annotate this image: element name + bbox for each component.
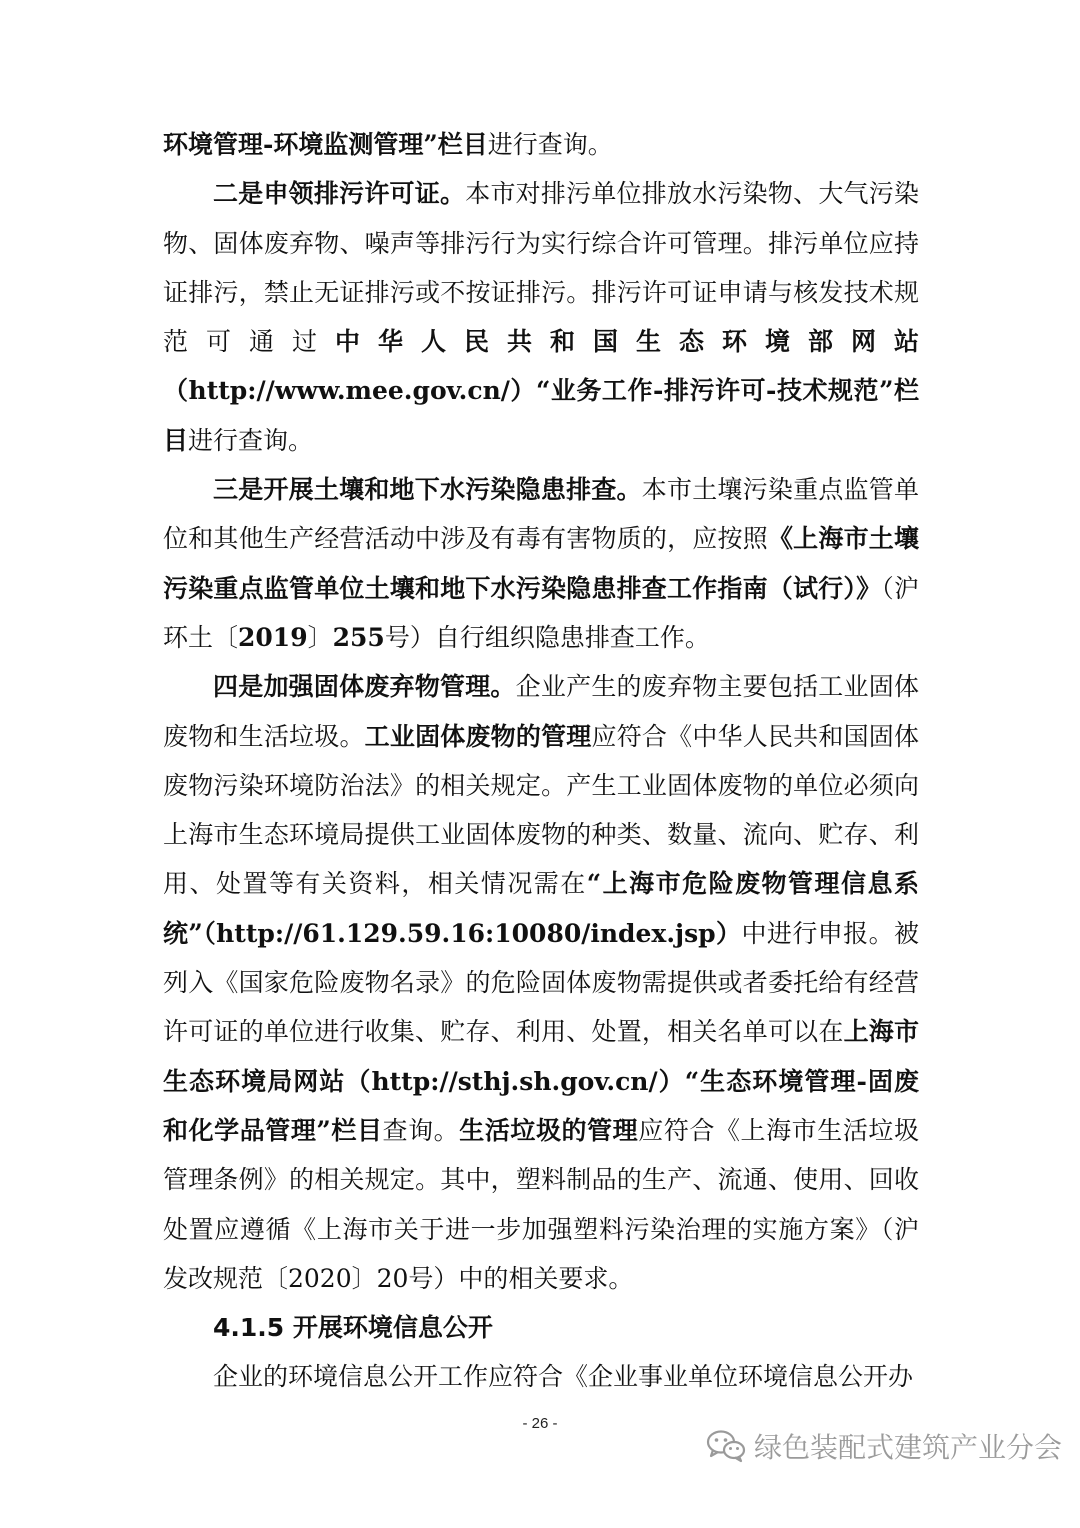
text-run: 本市对排污单位排放水污染物、大气污染物、固体废弃物、噪声等排污行为实行综合许可管理。排污单位应持证排污，禁止无证排污或不按证排污。排污许可证申请与核发技术规范可通过 — [163, 179, 919, 357]
text-run: 〕 — [307, 622, 333, 652]
paragraph-2 — [163, 169, 919, 465]
document-body — [163, 120, 919, 1402]
paragraph-5: 企业的环境信息公开工作应符合《企业事业单位环境信息公开办 — [213, 1362, 914, 1392]
text-run: 进行查询。 — [487, 130, 613, 159]
text-run: 进行查询。 — [188, 425, 314, 455]
text-run: 《上海市土壤污染重点监管单位土壤和地下水污染隐患排查工作指南（试行）》 — [163, 524, 919, 603]
text-run: 企业产生的废弃物主要包括工业固体废物和生活垃圾。 — [163, 672, 919, 751]
text-run: 中华人民共和国生态环境部网站（http://www.mee.gov.cn/）“业务工作-排污许可-技术规范”栏目 — [163, 327, 919, 455]
text-run: 环境管理-环境监测管理”栏目 — [163, 130, 488, 159]
text-run: 应符合《中华人民共和国固体废物污染环境防治法》的相关规定。产生工业固体废物的单位必须向上海市生态环境局提供工业固体废物的种类、数量、流向、贮存、利用、处置等有关资料，相关情况需在 — [163, 721, 919, 899]
section-heading: 4.1.5 开展环境信息公开 — [213, 1313, 493, 1343]
text-run: “上海市危险废物管理信息系统”（http://61.129.59.16:10080/index.jsp） — [163, 869, 919, 948]
text-run: 255 — [332, 622, 385, 652]
text-run: 查询。 — [382, 1115, 460, 1145]
text-run: 应符合《上海市生活垃圾管理条例》的相关规定。其中，塑料制品的生产、流通、使用、回收处置应遵循《上海市关于进一步加强塑料污染治理的实施方案》（沪发改规范〔2020〕20号）中的相关要求。 — [163, 1115, 919, 1293]
text-run: 中进行申报。被列入《国家危险废物名录》的危险固体废物需提供或者委托给有经营许可证的单位进行收集、贮存、利用、处置，相关名单可以在 — [163, 918, 919, 1047]
text-run: 上海市生态环境局网站（http://sthj.sh.gov.cn/）“生态环境管理-固废和化学品管理”栏目 — [163, 1017, 919, 1145]
text-run: （沪环土〔 — [163, 573, 919, 652]
paragraph-4 — [163, 662, 919, 1303]
paragraph-1 — [163, 120, 919, 169]
page-number: - 26 - — [522, 1415, 558, 1432]
text-run: 2019 — [238, 622, 308, 652]
text-run: 本市土壤污染重点监管单位和其他生产经营活动中涉及有毒有害物质的，应按照 — [163, 475, 919, 554]
watermark-text: 绿色装配式建筑产业分会 — [754, 1431, 1063, 1464]
paragraph-3 — [163, 465, 919, 662]
wechat-icon — [706, 1429, 746, 1463]
watermark — [706, 1424, 1062, 1468]
text-run: 三是开展土壤和地下水污染隐患排查。 — [213, 475, 642, 505]
text-run: 生活垃圾的管理 — [459, 1115, 639, 1145]
text-run: 工业固体废物的管理 — [364, 721, 592, 751]
text-run: 号）自行组织隐患排查工作。 — [384, 622, 710, 652]
text-run: 四是加强固体废弃物管理。 — [213, 672, 516, 702]
text-run: 二是申领排污许可证。 — [213, 179, 466, 209]
